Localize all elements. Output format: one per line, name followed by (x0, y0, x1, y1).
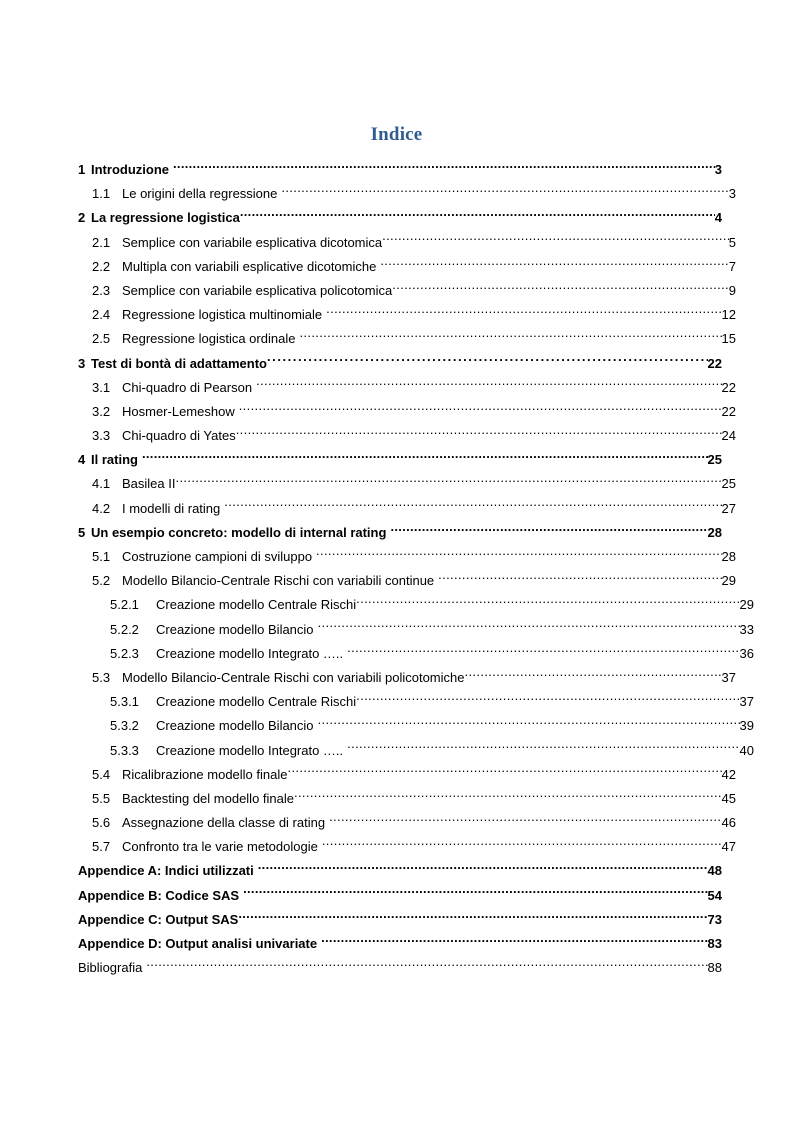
toc-entry-number: 5.6 (92, 815, 111, 831)
toc-entry-number: 5.3.2 (110, 718, 139, 734)
toc-entry-label: Semplice con variabile esplicativa dicotomica (122, 234, 383, 250)
toc-entry-label: Creazione modello Integrato ….. (156, 742, 344, 758)
toc-entry[interactable] (78, 714, 754, 738)
toc-entry-page-number: 27 (721, 500, 736, 516)
toc-entry-page-number: 29 (739, 597, 754, 613)
toc-entry-page-number: 28 (707, 524, 722, 540)
toc-entry-number: 5.3 (92, 669, 111, 685)
toc-entry-page-number: 25 (721, 476, 736, 492)
toc-entry-label: Hosmer-Lemeshow (122, 403, 235, 419)
toc-dot-leader (356, 595, 739, 609)
toc-dot-leader (224, 499, 721, 513)
toc-entry-number: 5.2.3 (110, 645, 139, 661)
toc-entry-page-number: 48 (707, 863, 722, 879)
toc-entry-page-number: 25 (707, 452, 722, 468)
toc-entry[interactable] (78, 327, 736, 351)
toc-entry-label: Modello Bilancio-Centrale Rischi con variabili continue (122, 573, 435, 589)
toc-entry-label: Creazione modello Bilancio (156, 621, 314, 637)
toc-entry-number: 3.3 (92, 428, 111, 444)
toc-entry[interactable] (78, 545, 736, 569)
toc-entry-page-number: 33 (739, 621, 754, 637)
toc-entry-page-number: 22 (721, 403, 736, 419)
toc-entry-page-number: 9 (728, 282, 736, 298)
toc-entry-number: 5.3.3 (110, 742, 139, 758)
toc-entry[interactable] (78, 763, 736, 787)
toc-entry-label: Multipla con variabili esplicative dicotomiche (122, 258, 377, 274)
toc-entry-page-number: 54 (707, 887, 722, 903)
toc-entry-page-number: 47 (721, 839, 736, 855)
toc-dot-leader (287, 765, 721, 779)
toc-entry-page-number: 45 (721, 790, 736, 806)
toc-entry-label: Il rating (91, 452, 138, 468)
toc-dot-leader (318, 716, 740, 730)
toc-entry-page-number: 3 (728, 186, 736, 202)
toc-entry-page-number: 22 (707, 355, 722, 371)
toc-entry-label: Creazione modello Centrale Rischi (156, 694, 357, 710)
toc-entry[interactable] (78, 690, 754, 714)
toc-entry-label: Un esempio concreto: modello di internal rating (91, 524, 387, 540)
toc-dot-leader (281, 184, 728, 198)
toc-entry-label: Bibliografia (78, 960, 143, 976)
toc-entry[interactable] (78, 231, 736, 255)
toc-entry[interactable] (78, 835, 736, 859)
toc-entry-number: 2 (78, 210, 86, 226)
toc-dot-leader (316, 547, 721, 561)
toc-entry-page-number: 24 (721, 428, 736, 444)
toc-entry[interactable] (78, 424, 736, 448)
toc-entry[interactable] (78, 956, 722, 980)
toc-entry-number: 5.2.2 (110, 621, 139, 637)
toc-entry[interactable] (78, 376, 736, 400)
toc-entry-label: I modelli di rating (122, 500, 221, 516)
toc-dot-leader (236, 426, 722, 440)
toc-dot-leader (465, 668, 722, 682)
toc-entry-label: Creazione modello Integrato ….. (156, 645, 344, 661)
toc-dot-leader (240, 208, 715, 222)
toc-entry-page-number: 29 (721, 573, 736, 589)
toc-entry-label: Appendice D: Output analisi univariate (78, 936, 318, 951)
toc-entry[interactable] (78, 739, 754, 763)
toc-entry-number: 5.2.1 (110, 597, 139, 613)
toc-dot-leader (322, 837, 722, 851)
toc-entry-label: Chi-quadro di Pearson (122, 379, 253, 395)
toc-entry-number: 5.3.1 (110, 694, 139, 710)
toc-entry-number: 3 (78, 355, 86, 371)
toc-entry-label: Regressione logistica multinomiale (122, 307, 323, 323)
toc-entry[interactable] (78, 593, 754, 617)
toc-entry-page-number: 5 (728, 234, 736, 250)
toc-entry[interactable] (78, 303, 736, 327)
toc-dot-leader (299, 329, 721, 343)
toc-dot-leader (146, 958, 707, 972)
toc-entry-page-number: 7 (728, 258, 736, 274)
toc-entry-label: Assegnazione della classe di rating (122, 815, 326, 831)
toc-entry[interactable] (78, 279, 736, 303)
toc-entry-page-number: 46 (721, 815, 736, 831)
toc-entry[interactable] (78, 521, 722, 545)
toc-entry-label: Appendice C: Output SAS (78, 911, 239, 927)
toc-entry[interactable] (78, 666, 736, 690)
toc-dot-leader (321, 934, 707, 948)
toc-entry-page-number: 4 (714, 210, 722, 226)
toc-entry-number: 2.1 (92, 234, 111, 250)
toc-entry-label: Costruzione campioni di sviluppo (122, 549, 313, 564)
toc-entry-label: Modello Bilancio-Centrale Rischi con variabili policotomiche (122, 669, 465, 685)
toc-dot-leader (267, 354, 708, 368)
toc-entry-label: Le origini della regressione (122, 186, 278, 202)
toc-entry[interactable] (78, 497, 736, 521)
toc-entry-number: 5.2 (92, 573, 111, 589)
toc-dot-leader (175, 474, 721, 488)
toc-list (78, 158, 754, 980)
toc-entry-label: Creazione modello Centrale Rischi (156, 597, 357, 613)
toc-entry[interactable] (78, 884, 722, 908)
toc-entry-page-number: 73 (707, 911, 722, 927)
toc-dot-leader (239, 402, 722, 416)
toc-dot-leader (318, 620, 740, 634)
toc-dot-leader (380, 257, 728, 271)
toc-entry[interactable] (78, 859, 722, 883)
toc-entry-number: 5.1 (92, 549, 111, 564)
toc-entry-label: Chi-quadro di Yates (122, 428, 236, 444)
page-title: Indice (370, 124, 423, 145)
toc-dot-leader (356, 692, 739, 706)
toc-entry[interactable] (78, 182, 736, 206)
toc-entry-number: 4.2 (92, 500, 111, 516)
toc-entry-number: 2.3 (92, 282, 111, 298)
toc-entry-label: Backtesting del modello finale (122, 790, 294, 806)
toc-dot-leader (256, 378, 721, 392)
toc-entry-page-number: 83 (707, 936, 722, 951)
toc-entry[interactable] (78, 352, 722, 376)
toc-entry-label: Ricalibrazione modello finale (122, 766, 288, 782)
toc-entry[interactable] (78, 787, 736, 811)
toc-entry[interactable] (78, 811, 736, 835)
toc-entry-number: 5.5 (92, 790, 111, 806)
toc-entry[interactable] (78, 569, 736, 593)
toc-entry-number: 5.4 (92, 766, 111, 782)
toc-entry-page-number: 12 (721, 307, 736, 323)
toc-entry-label: Test di bontà di adattamento (91, 355, 267, 371)
toc-entry-number: 5.7 (92, 839, 111, 855)
toc-entry-label: Introduzione (91, 162, 169, 177)
toc-entry-page-number: 15 (721, 331, 736, 347)
toc-entry-page-number: 22 (721, 379, 736, 395)
toc-entry-number: 2.2 (92, 258, 111, 274)
toc-dot-leader (382, 233, 729, 247)
toc-entry-page-number: 37 (721, 669, 736, 685)
toc-entry-page-number: 3 (714, 162, 722, 177)
toc-entry-label: Basilea II (122, 476, 176, 492)
toc-dot-leader (392, 281, 729, 295)
toc-entry-number: 2.5 (92, 331, 111, 347)
toc-entry-label: Creazione modello Bilancio (156, 718, 314, 734)
toc-entry[interactable] (78, 908, 722, 932)
toc-entry-number: 3.2 (92, 403, 111, 419)
toc-entry-number: 3.1 (92, 379, 111, 395)
toc-entry-label: Semplice con variabile esplicativa policotomica (122, 282, 393, 298)
toc-entry-label: Confronto tra le varie metodologie (122, 839, 318, 855)
toc-entry-number: 1 (78, 162, 86, 177)
toc-entry-label: Appendice A: Indici utilizzati (78, 863, 254, 879)
toc-dot-leader (347, 741, 739, 755)
toc-entry-number: 4 (78, 452, 86, 468)
toc-entry[interactable] (78, 158, 722, 182)
toc-dot-leader (329, 813, 721, 827)
toc-entry-page-number: 39 (739, 718, 754, 734)
toc-dot-leader (243, 886, 707, 900)
toc-entry[interactable] (78, 642, 754, 666)
toc-dot-leader (326, 305, 721, 319)
toc-entry-page-number: 37 (739, 694, 754, 710)
toc-entry-number: 2.4 (92, 307, 111, 323)
toc-entry[interactable] (78, 932, 722, 956)
toc-entry[interactable] (78, 206, 722, 230)
toc-entry[interactable] (78, 255, 736, 279)
toc-entry[interactable] (78, 472, 736, 496)
toc-entry-page-number: 36 (739, 645, 754, 661)
toc-entry-label: Appendice B: Codice SAS (78, 887, 240, 903)
toc-entry-label: Regressione logistica ordinale (122, 331, 296, 347)
toc-entry-label: La regressione logistica (91, 210, 240, 226)
toc-entry[interactable] (78, 618, 754, 642)
toc-dot-leader (438, 571, 721, 585)
toc-dot-leader (238, 910, 707, 924)
toc-entry-number: 4.1 (92, 476, 111, 492)
toc-dot-leader (390, 523, 707, 537)
toc-entry[interactable] (78, 400, 736, 424)
toc-entry-number: 5 (78, 524, 86, 540)
toc-entry-page-number: 28 (721, 549, 736, 564)
toc-dot-leader (347, 644, 739, 658)
toc-entry-page-number: 42 (721, 766, 736, 782)
toc-entry-page-number: 40 (739, 742, 754, 758)
toc-dot-leader (142, 450, 708, 464)
toc-dot-leader (173, 160, 715, 174)
toc-dot-leader (294, 789, 722, 803)
toc-entry-number: 1.1 (92, 186, 111, 202)
toc-dot-leader (258, 861, 708, 875)
toc-entry-page-number: 88 (707, 960, 722, 976)
toc-entry[interactable] (78, 448, 722, 472)
